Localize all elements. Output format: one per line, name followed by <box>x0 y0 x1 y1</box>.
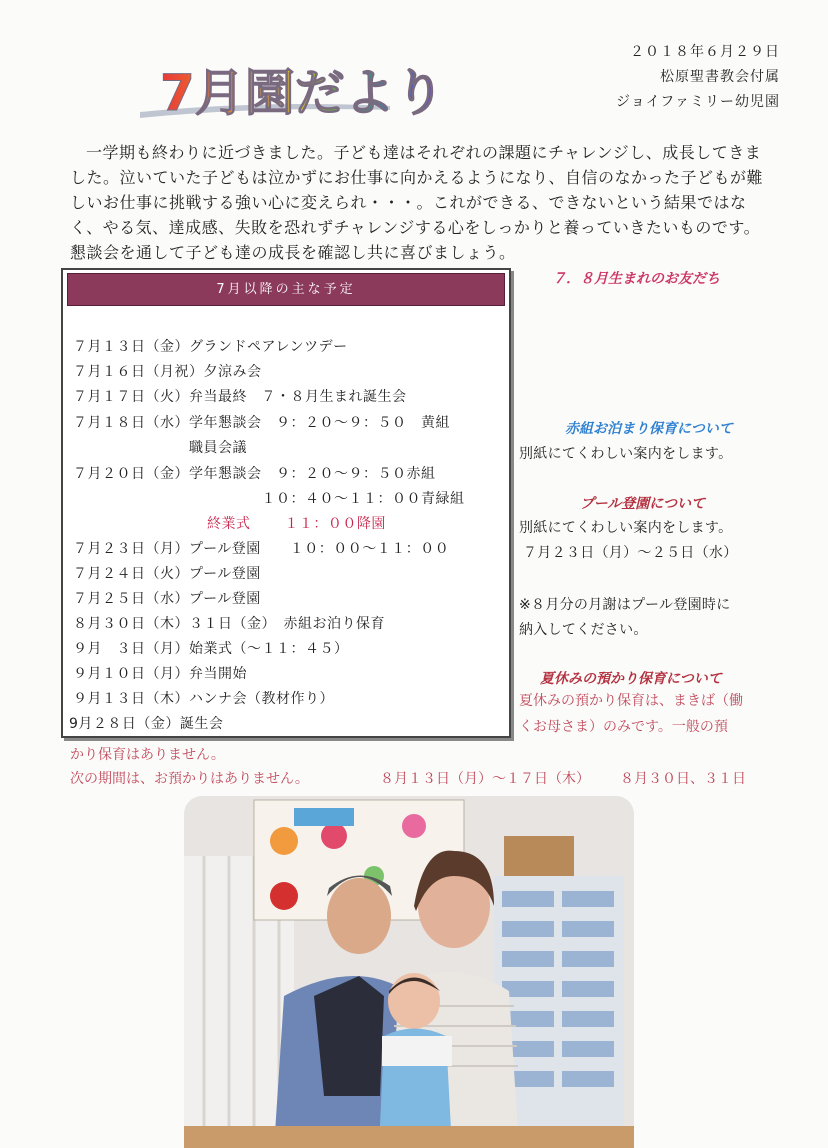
header-info <box>616 40 780 115</box>
overnight-text: 別紙にてくわしい案内をします。 <box>519 446 733 462</box>
schedule-row: ７月１７日（火）弁当最終 ７・８月生まれ誕生会 <box>73 389 407 405</box>
summer-dates-1: ８月１３日（月）～１７日（木） <box>380 771 590 787</box>
schedule-row: ７月２３日（月）プール登園 １０：００～１１：００ <box>73 541 450 557</box>
photo-illustration <box>184 796 634 1148</box>
birthdays-heading: ７．８月生まれのお友だち <box>552 271 720 287</box>
schedule-row: ７月２５日（水）プール登園 <box>73 591 261 607</box>
closing-label: 終業式 <box>207 516 251 532</box>
summer-line-2: くお母さま）のみです。一般の預 <box>519 719 728 735</box>
summer-dates-2: ８月３０日、３１日 <box>620 771 746 787</box>
schedule-row: ７月２４日（火）プール登園 <box>73 566 261 582</box>
schedule-row: 9月２８日（金）誕生会 <box>69 716 224 732</box>
title-text: 7月園だより <box>160 64 445 122</box>
schedule-row: ７月２０日（金）学年懇談会 ９：２０～９：５０赤組 <box>73 466 436 482</box>
issue-date: ２０１８年６月２９日 <box>630 44 780 60</box>
schedule-box <box>61 268 511 738</box>
summer-line-4: 次の期間は、お預かりはありません。 <box>70 771 309 787</box>
intro-paragraph: 一学期も終わりに近づきました。子ども達はそれぞれの課題にチャレンジし、成長してきました。泣いていた子どもは泣かずにお仕事に向かえるようになり、自信のなかった子どもが難しいお仕事に挑戦する強い心に変えられ・・・。これができる、できないという結果ではなく、やる気、達成感、失敗を恐れずチャレンジする心をしっかりと養っていきたいものです。懇談会を通して子ども達の成長を確認し共に喜びましょう。 <box>70 143 764 262</box>
newsletter-title <box>140 60 520 130</box>
pool-text: 別紙にてくわしい案内をします。 <box>519 520 733 536</box>
overnight-heading: 赤組お泊まり保育について <box>565 421 733 437</box>
closing-ceremony <box>207 513 386 533</box>
summer-heading: 夏休みの預かり保育について <box>540 671 722 687</box>
schedule-row: 職員会議 <box>73 440 247 456</box>
schedule-row: ８月３０日（木）３１日（金） 赤組お泊り保育 <box>73 616 385 632</box>
pool-note-2: 納入してください。 <box>519 622 648 638</box>
schedule-heading: 7月以降の主な予定 <box>67 273 505 306</box>
group-photo <box>184 796 634 1148</box>
schedule-row: ９月 ３日（月）始業式（～１１：４５） <box>73 641 349 657</box>
summer-line-3: かり保育はありません。 <box>70 747 225 763</box>
schedule-row: ９月１０日（月）弁当開始 <box>73 666 247 682</box>
title-graphic <box>140 60 520 130</box>
org-line-2: ジョイファミリー幼児園 <box>615 94 780 110</box>
pool-heading: プール登園について <box>580 496 706 512</box>
schedule-row: ７月１６日（月祝）夕涼み会 <box>73 364 262 380</box>
pool-note-1: ※８月分の月謝はプール登園時に <box>519 597 731 613</box>
schedule-row: １０：４０～１１：００青緑組 <box>73 491 465 507</box>
schedule-row: ７月１３日（金）グランドペアレンツデー <box>73 339 348 355</box>
closing-time: １１：００降園 <box>284 516 386 532</box>
org-line-1: 松原聖書教会付属 <box>660 69 780 85</box>
summer-line-1: 夏休みの預かり保育は、まきば（働 <box>519 693 743 709</box>
schedule-row: ７月１８日（水）学年懇談会 ９：２０～９：５０ 黄組 <box>73 415 450 431</box>
schedule-row: ９月１３日（木）ハンナ会（教材作り） <box>73 691 334 707</box>
pool-dates: ７月２３日（月）～２５日（水） <box>523 545 738 561</box>
